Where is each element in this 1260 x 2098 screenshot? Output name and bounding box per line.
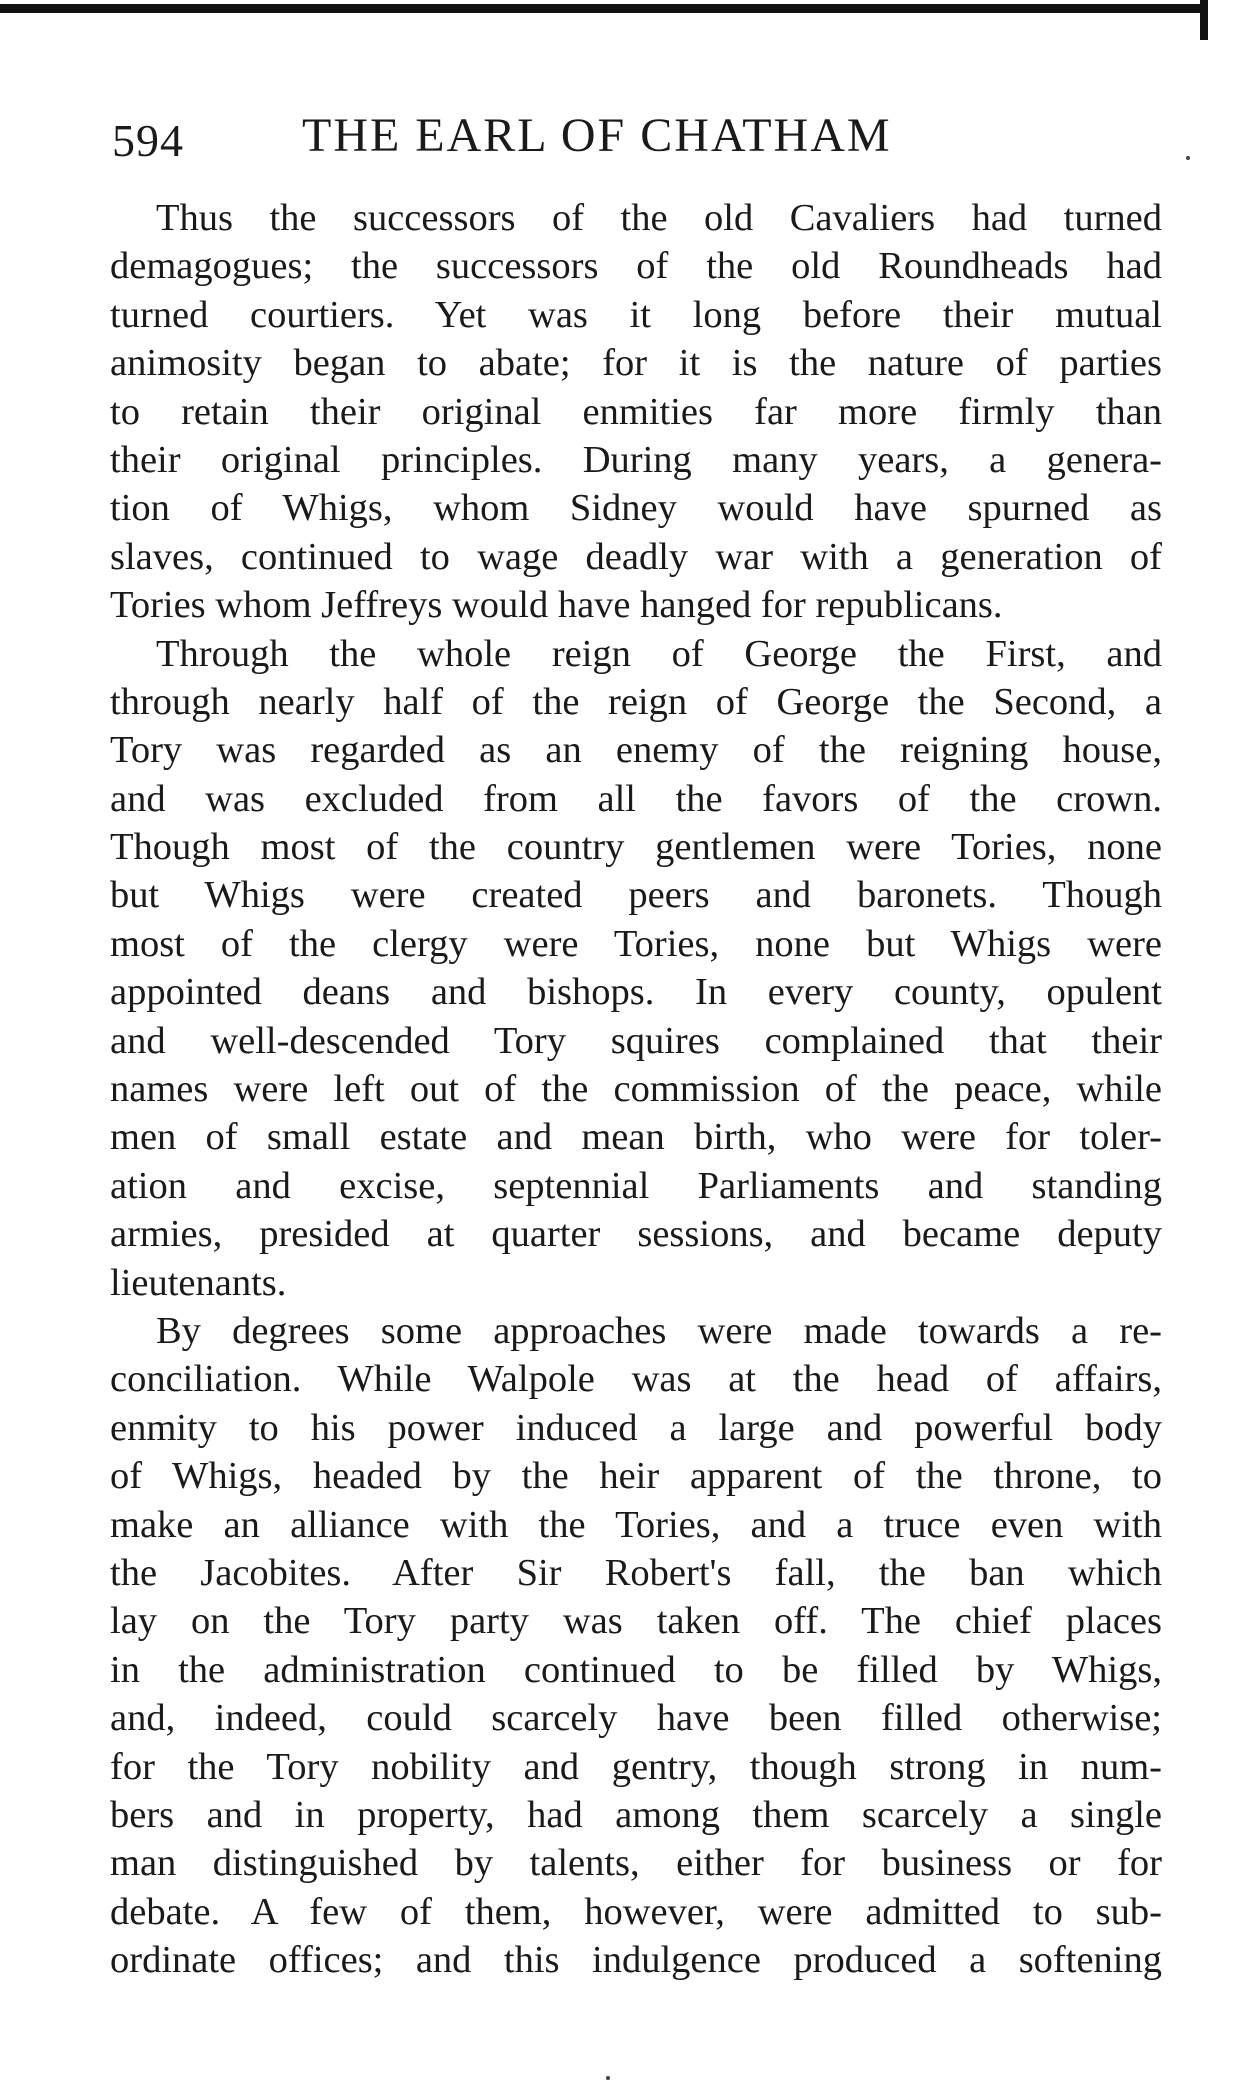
paragraph <box>110 194 1162 630</box>
text-line: By degrees some approaches were made towards a re- <box>156 1309 1162 1352</box>
text-line: men of small estate and mean birth, who were for toler- <box>110 1116 1162 1159</box>
text-line: and was excluded from all the favors of the crown. <box>110 777 1162 820</box>
text-line: tion of Whigs, whom Sidney would have spurned as <box>110 487 1162 530</box>
text-line: armies, presided at quarter sessions, and became deputy <box>110 1213 1162 1256</box>
text-line: in the administration continued to be filled by Whigs, <box>110 1648 1162 1691</box>
text-line: their original principles. During many years, a genera- <box>110 438 1162 481</box>
text-line: man distinguished by talents, either for business or for <box>110 1842 1162 1885</box>
text-line: of Whigs, headed by the heir apparent of the throne, to <box>110 1455 1162 1498</box>
page-edge-mark <box>1200 0 1208 40</box>
text-line: Though most of the country gentlemen were Tories, none <box>110 826 1162 869</box>
text-line: the Jacobites. After Sir Robert's fall, the ban which <box>110 1551 1162 1594</box>
text-line: for the Tory nobility and gentry, though strong in num- <box>110 1745 1162 1788</box>
text-line: and, indeed, could scarcely have been filled otherwise; <box>110 1697 1162 1740</box>
text-line: names were left out of the commission of the peace, while <box>110 1068 1162 1111</box>
text-line: demagogues; the successors of the old Roundheads had <box>110 245 1162 288</box>
text-line: debate. A few of them, however, were admitted to sub- <box>110 1890 1162 1933</box>
text-line: lay on the Tory party was taken off. The chief places <box>110 1600 1162 1643</box>
text-line: and well-descended Tory squires complained that their <box>110 1019 1162 1062</box>
text-line: bers and in property, had among them scarcely a single <box>110 1793 1162 1836</box>
text-line: turned courtiers. Yet was it long before their mutual <box>110 293 1162 336</box>
body-text <box>110 194 1162 1984</box>
page-number: 594 <box>112 115 184 166</box>
text-line: enmity to his power induced a large and powerful body <box>110 1406 1162 1449</box>
text-line: appointed deans and bishops. In every county, opulent <box>110 971 1162 1014</box>
running-title: THE EARL OF CHATHAM <box>302 109 892 162</box>
text-line: Tories whom Jeffreys would have hanged for republicans. <box>110 584 1003 627</box>
text-line: slaves, continued to wage deadly war with a generation of <box>110 535 1162 578</box>
top-border-rule <box>0 4 1208 13</box>
text-line: conciliation. While Walpole was at the head of affairs, <box>110 1358 1162 1401</box>
text-line: but Whigs were created peers and baronets. Though <box>110 874 1162 917</box>
text-line: make an alliance with the Tories, and a truce even with <box>110 1503 1162 1546</box>
stray-ink-dot <box>1186 156 1190 160</box>
text-line: animosity began to abate; for it is the nature of parties <box>110 342 1162 385</box>
stray-ink-dot <box>606 2076 610 2080</box>
text-line: ordinate offices; and this indulgence produced a softening <box>110 1939 1162 1982</box>
text-line: most of the clergy were Tories, none but Whigs were <box>110 922 1162 965</box>
text-line: Tory was regarded as an enemy of the reigning house, <box>110 729 1162 772</box>
text-line: to retain their original enmities far more firmly than <box>110 390 1162 433</box>
paragraph <box>110 1307 1162 1984</box>
text-line: through nearly half of the reign of George the Second, a <box>110 680 1162 723</box>
text-line: ation and excise, septennial Parliaments and standing <box>110 1164 1162 1207</box>
text-line: lieutenants. <box>110 1261 287 1304</box>
running-head <box>112 108 1192 172</box>
paragraph <box>110 630 1162 1307</box>
text-line: Through the whole reign of George the First, and <box>156 632 1162 675</box>
text-line: Thus the successors of the old Cavaliers had turned <box>156 197 1162 239</box>
